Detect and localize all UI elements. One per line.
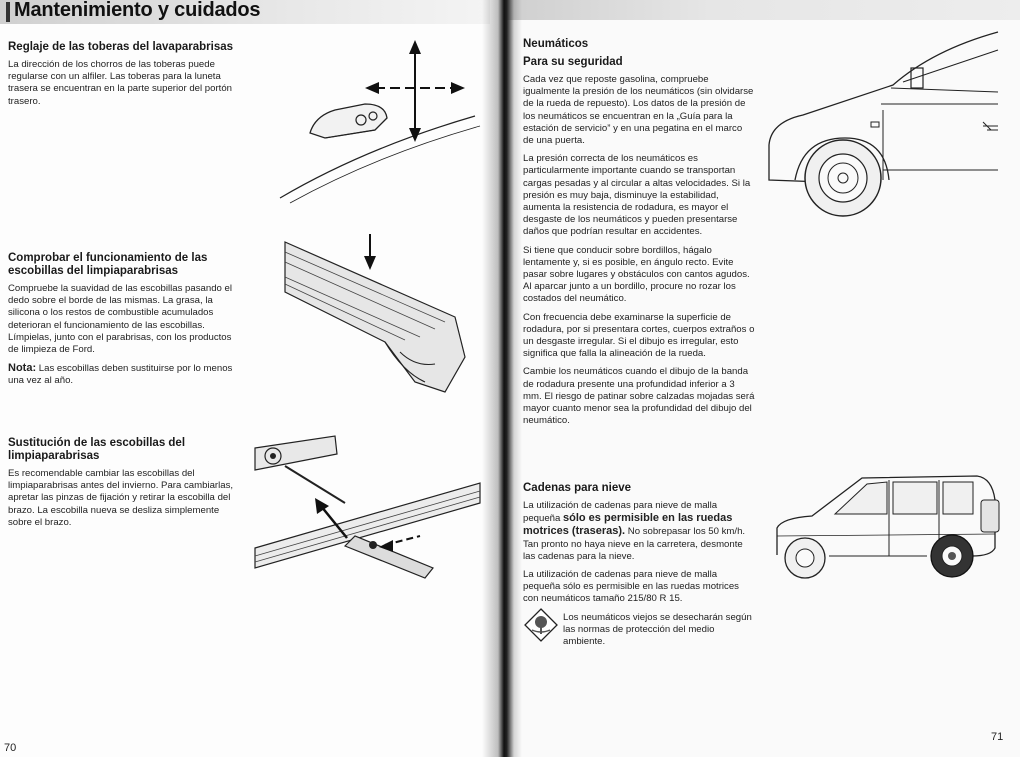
paragraph: Cambie los neumáticos cuando el dibujo de la banda de rodadura presente una profundidad inferior a 3 mm. El riesgo de patinar sobre calzadas mojadas será mayor cuanto menor sea la profundidad del dibujo del neumático. — [523, 366, 755, 427]
car-front-illustration — [763, 30, 1003, 220]
section-paragraph: La dirección de los chorros de las toberas puede regularse con un alfiler. Las toberas para la luneta trasera se encuentran en la parte superior del portón trasero. — [8, 59, 232, 107]
section-heading: Cadenas para nieve — [523, 482, 632, 494]
section-heading: Neumáticos — [523, 38, 589, 50]
book-gutter — [482, 0, 522, 757]
right-page — [505, 0, 1020, 757]
section-heading: Reglaje de las toberas del lavaparabrisas — [8, 41, 234, 53]
paragraph: Cada vez que reposte gasolina, compruebe igualmente la presión de los neumáticos (sin olvidarse de la rueda de repuesto). Los datos de la presión de los neumáticos se encuentran en la „Guía para la estación de servicio” y en una pegatina en el marco de una puerta. — [523, 74, 754, 147]
section-wiper-replace — [8, 437, 240, 535]
paragraph: La utilización de cadenas para nieve de malla pequeña sólo es permisible en las ruedas motrices con neumáticos tamaño 215/80 R 15. — [523, 569, 739, 605]
bold-text: sólo es permisible en las ruedas motrices (traseras). — [523, 512, 733, 538]
page-title: Mantenimiento y cuidados — [14, 0, 261, 21]
header-bar — [0, 0, 490, 24]
section-tires — [523, 38, 755, 433]
header-accent — [6, 2, 10, 22]
page-number: 71 — [991, 731, 1004, 743]
paragraph — [523, 500, 755, 563]
eco-note: Los neumáticos viejos se desecharán según las normas de protección del medio ambiente. — [563, 611, 752, 648]
section-heading: Sustitución de las escobillas del limpiaparabrisas — [8, 437, 186, 462]
note-label: Nota: — [8, 362, 37, 375]
paragraph: Si tiene que conducir sobre bordillos, hágalo lentamente y, si es posible, en ángulo recto. Evite pasar sobre lugares y obstáculos con cantos agudos. Al aparcar junto a un bordillo, procure no rozar los costados del neumático. — [523, 244, 750, 305]
header-bar — [505, 0, 1020, 20]
section-paragraph: Es recomendable cambiar las escobillas del limpiaparabrisas antes del invierno. Para cambiarlas, apretar las pinzas de fijación y retirar la escobilla del brazo. La escobilla nueva se desliza simplemente sobre el brazo. — [8, 468, 234, 528]
page-number: 70 — [4, 742, 17, 754]
nozzle-illustration — [275, 38, 480, 208]
section-subheading: Para su seguridad — [523, 56, 623, 68]
section-heading: Comprobar el funcionamiento de las escobillas del limpiaparabrisas — [8, 252, 208, 277]
paragraph: La presión correcta de los neumáticos es particularmente importante cuando se transportan cargas pesadas y al circular a altas velocidades. Si la presión es muy baja, disminuye la estabilidad, aumenta la resistencia de rodadura, es mayor el desgaste de los neumáticos y pueden presentarse daños que podrían resultar en accidentes. — [523, 153, 751, 238]
suv-side-illustration — [767, 470, 1002, 585]
text: No sobrepasar los 50 km/h. Tan pronto no haya nieve en la carretera, desmonte las cadenas para la nieve. — [523, 526, 746, 562]
section-wiper-check — [8, 252, 240, 394]
text: La utilización de cadenas para nieve de malla pequeña — [523, 500, 718, 525]
wiper-arm-illustration — [255, 428, 480, 588]
note-text: Las escobillas deben sustituirse por lo menos una vez al año. — [8, 363, 233, 387]
section-washer-nozzles — [8, 41, 248, 114]
recycle-tree-icon — [524, 608, 558, 642]
paragraph: Con frecuencia debe examinarse la superficie de rodadura, por si presentara cortes, cuerpos extraños o un desgaste irregular. Si el dibujo es irregular, esto significa que falla la alineación de la rueda. — [523, 311, 755, 360]
section-paragraph: Compruebe la suavidad de las escobillas pasando el dedo sobre el borde de las mismas. La grasa, la silicona o los restos de combustible acumulados deterioran el funcionamiento de las escobillas. Límpielas, junto con el parabrisas, con los productos de limpieza de Ford. — [8, 283, 232, 356]
note — [8, 362, 240, 387]
left-page — [0, 0, 505, 757]
wiper-blade-illustration — [285, 232, 470, 397]
